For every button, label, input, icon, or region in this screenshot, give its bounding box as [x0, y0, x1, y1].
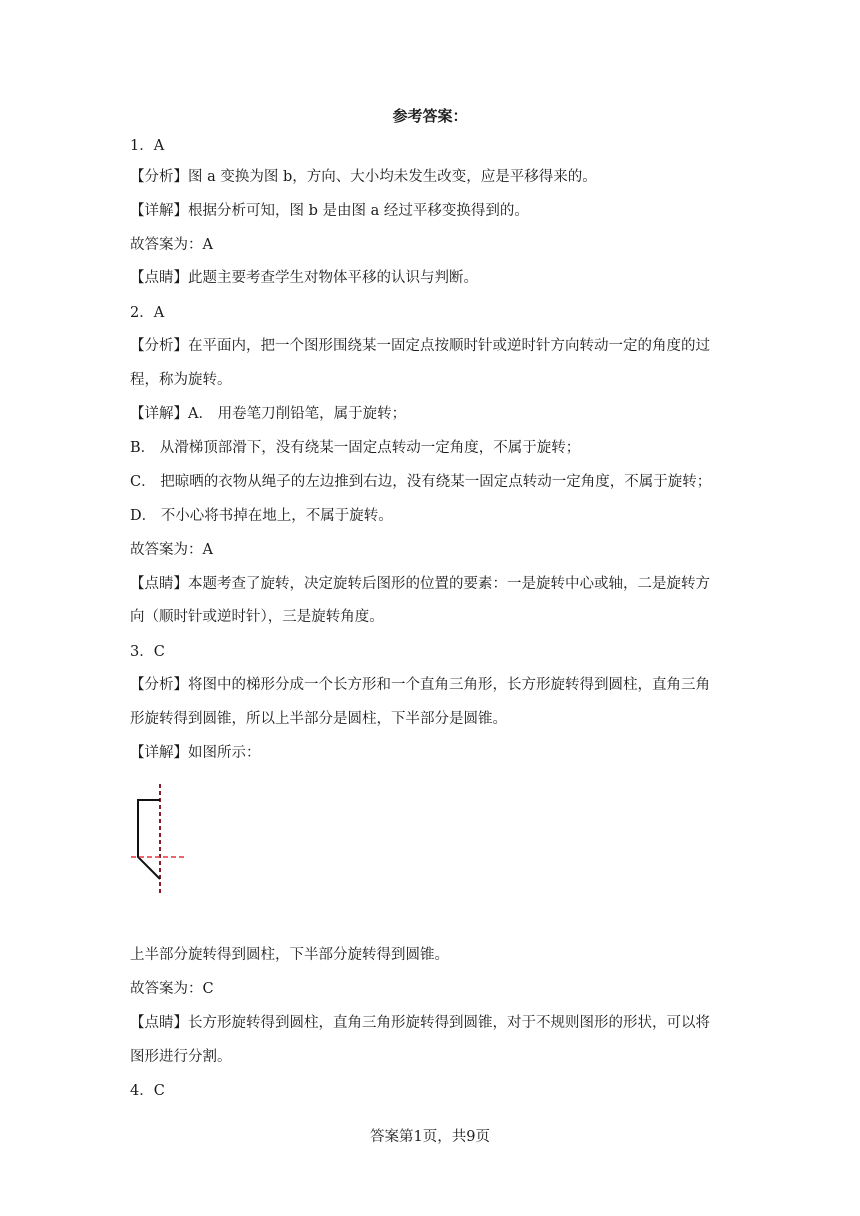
comment-3-line2: 图形进行分割。 [130, 1049, 232, 1065]
analysis-2-line2: 程，称为旋转。 [130, 372, 232, 388]
page-title: 参考答案： [392, 107, 468, 125]
answer-2: 2．A [130, 305, 165, 321]
result-3: 故答案为：C [130, 981, 214, 997]
analysis-3-line2: 形旋转得到圆锥，所以上半部分是圆柱，下半部分是圆锥。 [130, 711, 507, 727]
answer-3: 3．C [130, 644, 165, 660]
detail-2-option-d: D． 不小心将书掉在地上，不属于旋转。 [130, 508, 393, 524]
result-2: 故答案为：A [130, 542, 213, 558]
detail-3: 【详解】如图所示： [130, 745, 261, 761]
trapezoid-rotation-figure [126, 782, 196, 898]
analysis-2-line1: 【分析】在平面内，把一个图形围绕某一固定点按顺时针或逆时针方向转动一定的角度的过 [130, 338, 710, 354]
comment-3-line1: 【点睛】长方形旋转得到圆柱，直角三角形旋转得到圆锥，对于不规则图形的形状，可以将 [130, 1015, 710, 1031]
analysis-1: 【分析】图 a 变换为图 b，方向、大小均未发生改变，应是平移得来的。 [130, 169, 597, 185]
detail-1: 【详解】根据分析可知，图 b 是由图 a 经过平移变换得到的。 [130, 203, 529, 219]
detail-2-option-a: 【详解】A． 用卷笔刀削铅笔，属于旋转； [130, 406, 407, 422]
page-footer: 答案第1页，共9页 [370, 1129, 490, 1145]
comment-2-line2: 向（顺时针或逆时针），三是旋转角度。 [130, 609, 384, 625]
detail-2-option-b: B． 从滑梯顶部滑下，没有绕某一固定点转动一定角度，不属于旋转； [130, 440, 581, 456]
analysis-3-line1: 【分析】将图中的梯形分成一个长方形和一个直角三角形，长方形旋转得到圆柱，直角三角 [130, 677, 710, 693]
answer-1: 1．A [130, 138, 165, 154]
trapezoid-shape [138, 800, 160, 879]
answer-4: 4．C [130, 1083, 165, 1099]
comment-2-line1: 【点睛】本题考查了旋转，决定旋转后图形的位置的要素：一是旋转中心或轴，二是旋转方 [130, 576, 710, 592]
detail-2-option-c: C． 把晾晒的衣物从绳子的左边推到右边，没有绕某一固定点转动一定角度，不属于旋转； [130, 474, 712, 490]
conclusion-3: 上半部分旋转得到圆柱，下半部分旋转得到圆锥。 [130, 947, 449, 963]
comment-1: 【点睛】此题主要考查学生对物体平移的认识与判断。 [130, 270, 478, 286]
result-1: 故答案为：A [130, 237, 213, 253]
